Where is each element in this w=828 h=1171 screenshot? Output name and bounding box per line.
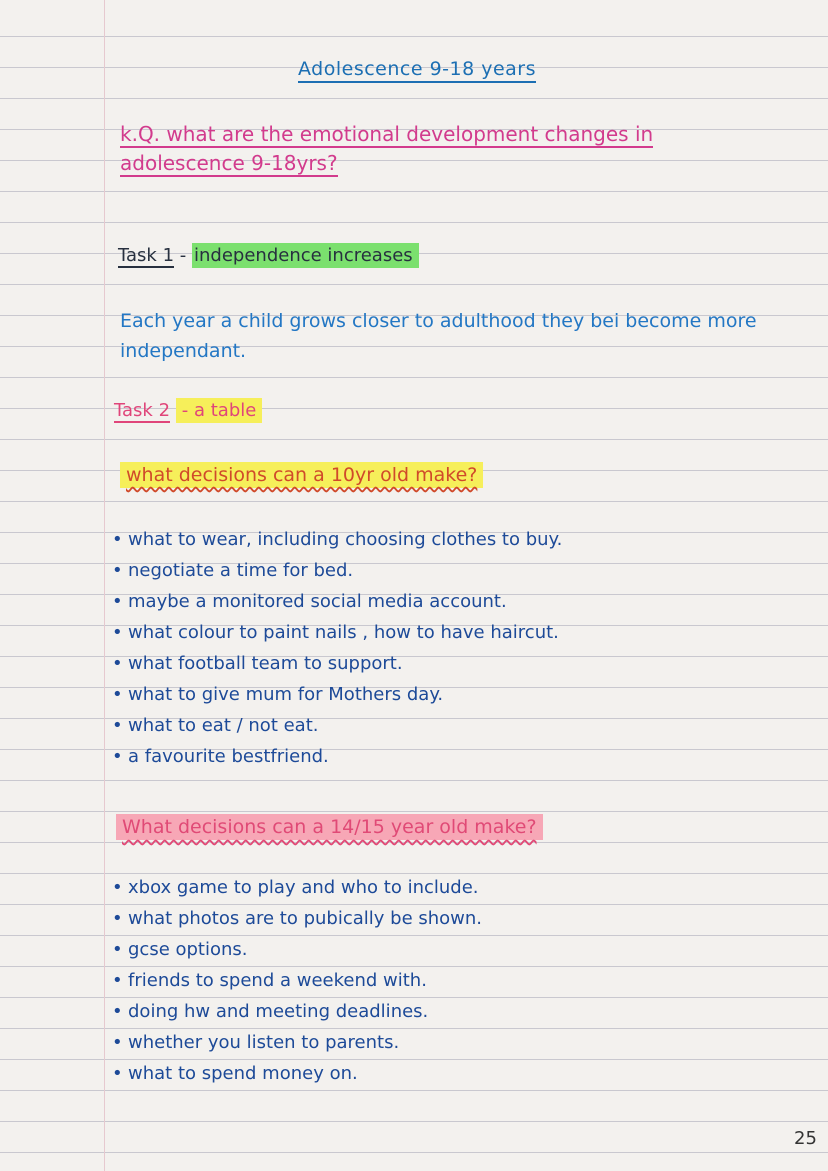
- list-item: • xbox game to play and who to include.: [112, 872, 482, 903]
- bullet-icon: •: [112, 529, 123, 550]
- bullet-icon: •: [112, 591, 123, 612]
- bullet-icon: •: [112, 908, 123, 929]
- list-item: • what to spend money on.: [112, 1058, 482, 1089]
- bullet-icon: •: [112, 653, 123, 674]
- list-item: • friends to spend a weekend with.: [112, 965, 482, 996]
- bullet-icon: •: [112, 939, 123, 960]
- bullet-icon: •: [112, 877, 123, 898]
- bullet-icon: •: [112, 746, 123, 767]
- list-item: • doing hw and meeting deadlines.: [112, 996, 482, 1027]
- task2-label: Task 2: [114, 400, 171, 421]
- task1-paragraph: Each year a child grows closer to adulthood they bei become more independant.: [120, 310, 757, 362]
- list-item: • a favourite bestfriend.: [112, 741, 562, 772]
- task2-text: a table: [194, 400, 257, 421]
- bullet-icon: •: [112, 970, 123, 991]
- list-item: • what football team to support.: [112, 648, 562, 679]
- decisions-10yr-list: [112, 524, 562, 772]
- list-item: • what colour to paint nails , how to have haircut.: [112, 617, 562, 648]
- list-item: • what to eat / not eat.: [112, 710, 562, 741]
- task2-highlight: [176, 398, 263, 423]
- list-item: • what to give mum for Mothers day.: [112, 679, 562, 710]
- list-item: • negotiate a time for bed.: [112, 555, 562, 586]
- task1-label: Task 1: [118, 245, 175, 266]
- key-question: [120, 120, 770, 178]
- task2-separator: -: [181, 400, 189, 421]
- bullet-icon: •: [112, 1063, 123, 1084]
- task1-text: independence increases: [192, 243, 419, 268]
- task2-heading: [114, 400, 262, 421]
- page-number: 25: [794, 1128, 817, 1149]
- key-question-text: k.Q. what are the emotional development changes in adolescence 9-18yrs?: [120, 122, 654, 175]
- bullet-icon: •: [112, 715, 123, 736]
- bullet-icon: •: [112, 1001, 123, 1022]
- list-item: • whether you listen to parents.: [112, 1027, 482, 1058]
- list-item: • what to wear, including choosing clothes to buy.: [112, 524, 562, 555]
- question-14-15yr-old: What decisions can a 14/15 year old make?: [116, 814, 543, 840]
- list-item: • gcse options.: [112, 934, 482, 965]
- bullet-icon: •: [112, 1032, 123, 1053]
- bullet-icon: •: [112, 684, 123, 705]
- page-title: Adolescence 9-18 years: [298, 58, 536, 83]
- bullet-icon: •: [112, 622, 123, 643]
- task1-separator: -: [179, 245, 187, 266]
- task1-heading: [118, 245, 419, 266]
- list-item: • maybe a monitored social media account.: [112, 586, 562, 617]
- bullet-icon: •: [112, 560, 123, 581]
- list-item: • what photos are to pubically be shown.: [112, 903, 482, 934]
- question-10yr-old: what decisions can a 10yr old make?: [120, 462, 483, 488]
- margin-line: [104, 0, 105, 1171]
- decisions-14-15yr-list: [112, 872, 482, 1089]
